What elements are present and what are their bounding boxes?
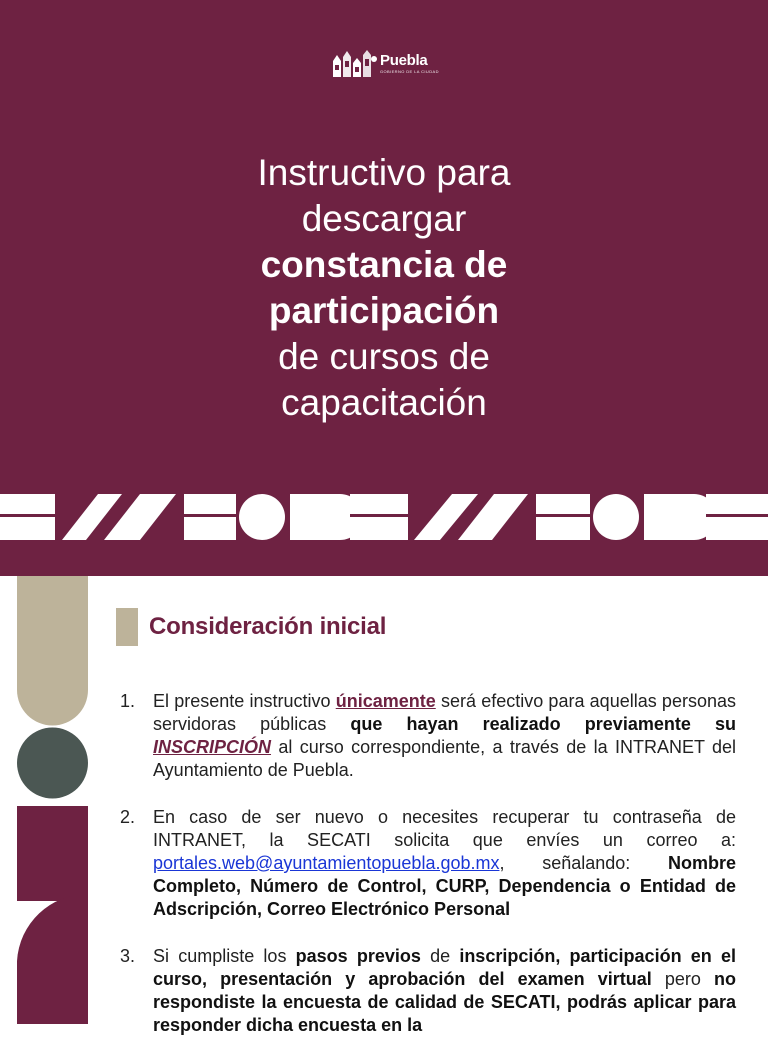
email-link[interactable]: portales.web@ayuntamientopuebla.gob.mx	[153, 853, 500, 873]
text-run: En caso de ser nuevo o necesites recuperar tu contraseña de INTRANET, la SECATI solicita que envíes un correo a:	[153, 807, 736, 850]
section-title: Consideración inicial	[149, 613, 387, 640]
list-item	[120, 945, 736, 1037]
text-run: de	[420, 946, 460, 966]
text-run: será efectivo para aquellas personas servidoras públicas	[153, 691, 736, 734]
bold-text: que hayan realizado previamente su	[350, 714, 736, 734]
list-item	[120, 690, 736, 782]
cover-title	[0, 150, 768, 426]
bold-text: podrás aplicar para responder dicha encuesta en la	[153, 992, 736, 1035]
list-number: 1.	[120, 691, 136, 711]
bold-text: pasos previos	[295, 946, 421, 966]
decorative-sidebar-shapes	[17, 576, 88, 1024]
cover-title-line: Instructivo para	[257, 152, 511, 193]
cover-title-line: de cursos de	[278, 336, 490, 377]
decorative-pattern-band	[0, 492, 768, 542]
cover-title-bold-line: constancia de	[260, 244, 508, 285]
emphasis-text: únicamente	[335, 691, 436, 711]
cover-title-bold-line: participación	[268, 290, 500, 331]
list-text	[153, 806, 736, 921]
cover-title-line: capacitación	[281, 382, 487, 423]
list-number: 3.	[120, 946, 136, 966]
text-run: Si cumpliste los	[153, 946, 296, 966]
list-number: 2.	[120, 807, 136, 827]
section-marker	[116, 608, 138, 646]
list-item	[120, 806, 736, 921]
bold-text: inscripción, participación en el curso, presentación y aprobación del examen virtual	[153, 946, 736, 989]
text-run: , señalando:	[499, 853, 668, 873]
list-text	[153, 945, 736, 1037]
puebla-logo	[331, 48, 439, 80]
text-run: al curso correspondiente, a través de la INTRANET del Ayuntamiento de Puebla.	[153, 737, 736, 780]
text-run: pero	[651, 969, 714, 989]
bold-text: Nombre Completo, Número de Control, CURP, Dependencia o Entidad de Adscripción, Correo Electrónico Personal	[153, 853, 736, 919]
emphasis-text: INSCRIPCIÓN	[153, 737, 272, 757]
logo-name: Puebla	[380, 52, 428, 69]
section-header	[116, 607, 386, 647]
instructions-list	[120, 690, 736, 1061]
puebla-emblem-icon	[331, 49, 377, 79]
cover-title-line: descargar	[301, 198, 467, 239]
content-page	[0, 576, 768, 1035]
text-run: El presente instructivo	[153, 691, 336, 711]
list-text	[153, 690, 736, 782]
logo-subtitle: GOBIERNO DE LA CIUDAD	[380, 69, 439, 74]
bold-text: no respondiste la encuesta de calidad de SECATI,	[153, 969, 736, 1012]
